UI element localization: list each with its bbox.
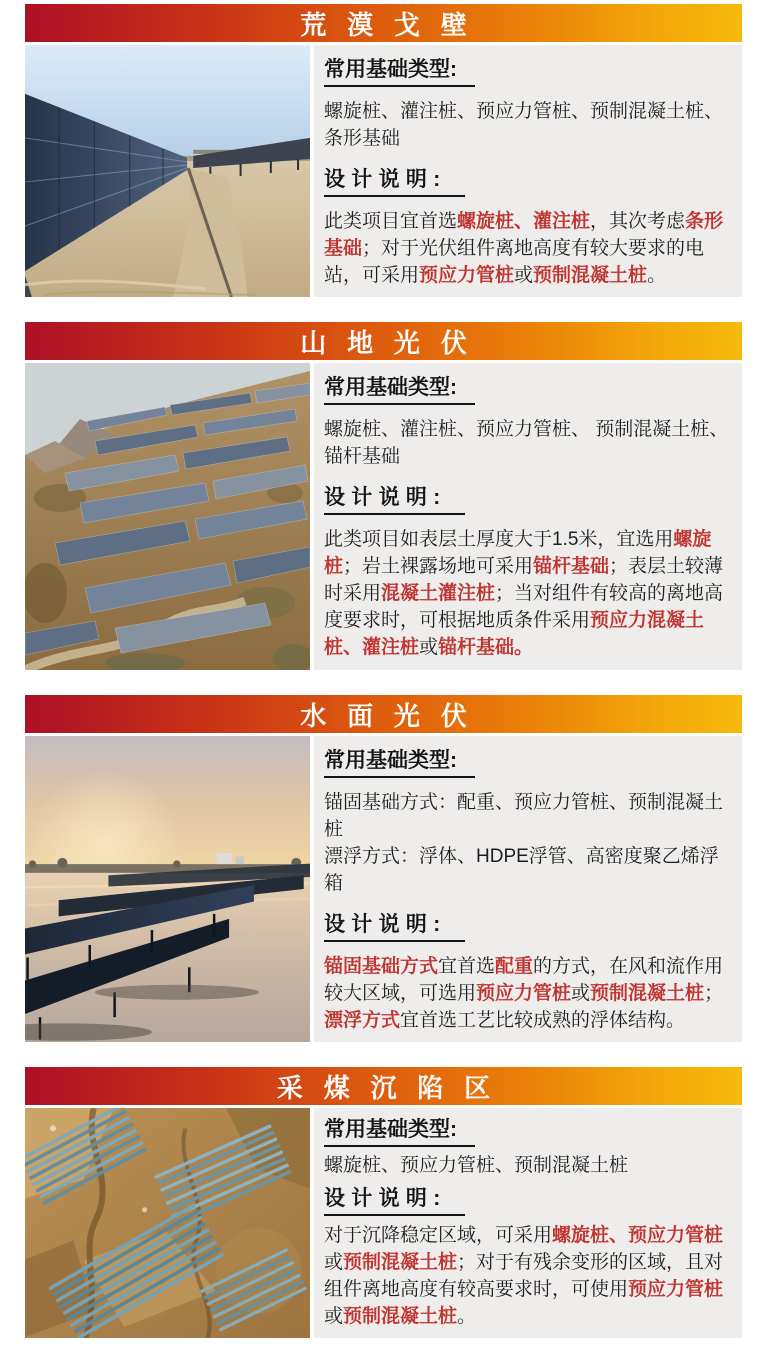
section-title: 山地光伏 [300, 327, 488, 358]
section-header-desert-gobi [25, 4, 742, 42]
design-text: 此类项目如表层土厚度大于1.5米，宜选用螺旋桩；岩土裸露场地可采用锚杆基础；表层土较薄时采用混凝土灌注桩；当对组件有较高的离地高度要求时，可根据地质条件采用预应力混凝土桩、灌注桩或锚杆基础。 [324, 529, 724, 658]
section-water-pv [25, 695, 742, 1042]
types-text: 螺旋桩、灌注桩、预应力管桩、预制混凝土桩、条形基础 [324, 101, 724, 149]
section-title: 采煤沉陷区 [276, 1072, 511, 1103]
types-text: 螺旋桩、灌注桩、预应力管桩、 预制混凝土桩、锚杆基础 [324, 419, 729, 467]
types-text: 锚固基础方式：配重、预应力管桩、预制混凝土桩 漂浮方式：浮体、HDPE浮管、高密度聚乙烯浮箱 [324, 792, 724, 894]
design-text: 锚固基础方式宜首选配重的方式，在风和流作用较大区域，可选用预应力管桩或预制混凝土桩； 漂浮方式宜首选工艺比较成熟的浮体结构。 [324, 956, 724, 1031]
design-label: 设计说明: [324, 485, 465, 515]
coal-subsidence-aerial-photo [25, 1108, 310, 1338]
section-header-mountain-pv [25, 322, 742, 360]
section-desert-gobi [25, 4, 742, 297]
types-text: 螺旋桩、预应力管桩、预制混凝土桩 [324, 1155, 629, 1176]
section-coal-subsidence [25, 1067, 742, 1338]
design-label: 设计说明: [324, 1186, 465, 1216]
section-mountain-pv [25, 322, 742, 670]
info-panel [314, 1108, 742, 1338]
design-label: 设计说明: [324, 912, 465, 942]
design-text: 对于沉降稳定区域，可采用螺旋桩、预应力管桩或预制混凝土桩；对于有残余变形的区域，且对组件离地高度有较高要求时，可使用预应力管桩或预制混凝土桩。 [324, 1225, 724, 1327]
types-label: 常用基础类型: [324, 748, 475, 778]
mountain-solar-photo [25, 363, 310, 670]
section-title: 荒漠戈壁 [300, 9, 488, 40]
info-panel [314, 736, 742, 1042]
design-text: 此类项目宜首选螺旋桩、灌注桩，其次考虑条形基础；对于光伏组件离地高度有较大要求的电站，可采用预应力管桩或预制混凝土桩。 [324, 211, 724, 286]
types-label: 常用基础类型: [324, 1117, 475, 1147]
types-label: 常用基础类型: [324, 57, 475, 87]
desert-gobi-solar-photo [25, 45, 310, 297]
design-label: 设计说明: [324, 167, 465, 197]
info-panel [314, 363, 742, 670]
section-header-coal-subsidence [25, 1067, 742, 1105]
info-panel [314, 45, 742, 297]
section-header-water-pv [25, 695, 742, 733]
floating-solar-photo [25, 736, 310, 1042]
section-title: 水面光伏 [300, 700, 488, 731]
types-label: 常用基础类型: [324, 375, 475, 405]
